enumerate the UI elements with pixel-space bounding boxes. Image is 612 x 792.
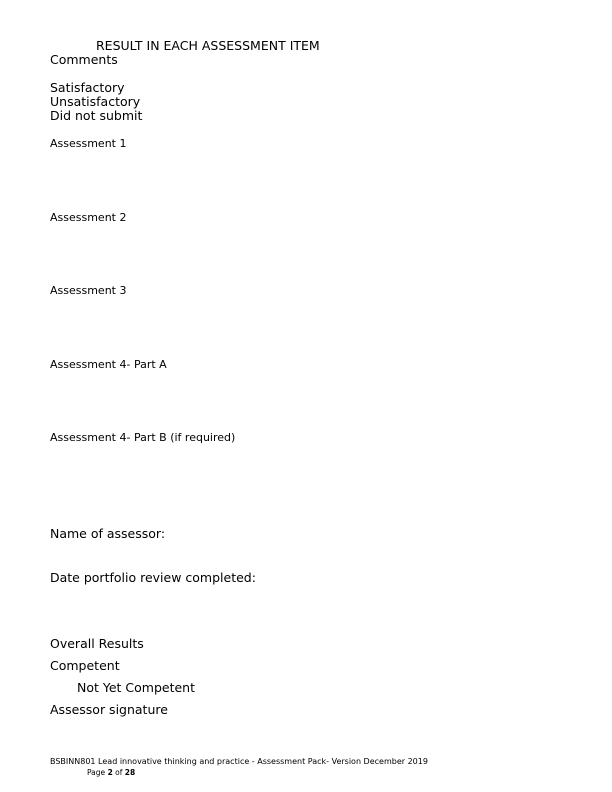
not-yet-competent-option: Not Yet Competent (77, 680, 196, 695)
footer-page-number (87, 769, 135, 777)
assessment-3-label: Assessment 3 (50, 284, 127, 297)
page-word: Page (87, 768, 106, 777)
of-word: of (115, 768, 123, 777)
page-total: 28 (124, 768, 136, 777)
competent-option: Competent (50, 658, 120, 673)
result-option-unsatisfactory: Unsatisfactory (50, 94, 141, 109)
comments-label: Comments (50, 52, 118, 67)
result-option-satisfactory: Satisfactory (50, 80, 125, 95)
assessment-4a-label: Assessment 4- Part A (50, 358, 167, 371)
result-option-did-not-submit: Did not submit (50, 108, 143, 123)
review-date-label: Date portfolio review completed: (50, 570, 256, 585)
page-current: 2 (107, 768, 113, 777)
assessment-4b-label: Assessment 4- Part B (if required) (50, 431, 236, 444)
assessment-2-label: Assessment 2 (50, 211, 127, 224)
footer-document-title: BSBINN801 Lead innovative thinking and practice - Assessment Pack- Version December 2019 (50, 757, 428, 766)
assessor-name-label: Name of assessor: (50, 526, 166, 541)
section-heading: RESULT IN EACH ASSESSMENT ITEM (96, 38, 320, 53)
assessment-1-label: Assessment 1 (50, 137, 127, 150)
assessor-signature-label: Assessor signature (50, 702, 168, 717)
overall-results-heading: Overall Results (50, 636, 144, 651)
